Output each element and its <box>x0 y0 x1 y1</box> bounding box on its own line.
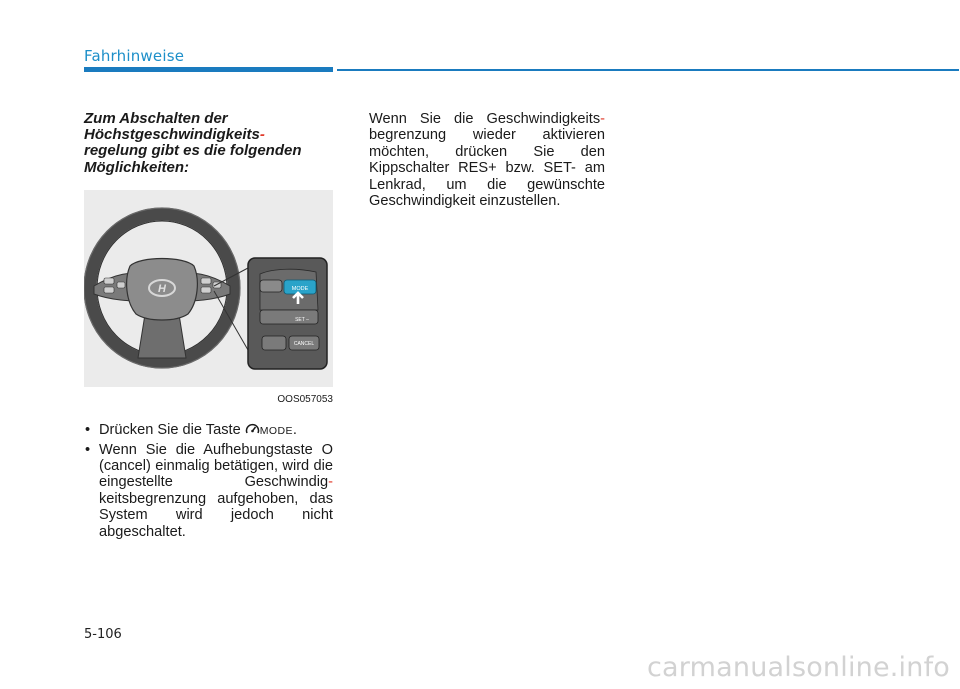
watermark: carmanualsonline.info <box>647 652 950 683</box>
cancel-button-label: CANCEL <box>293 340 315 347</box>
reactivation-paragraph <box>369 111 605 209</box>
instruction-list <box>84 422 333 540</box>
header-rule-thick <box>84 67 333 72</box>
heading-text-2: regelung gibt es die folgenden Möglichkeiten: <box>84 142 302 176</box>
steering-wheel-figure <box>84 190 333 387</box>
bullet-1-text: Drücken Sie die Taste <box>99 422 241 439</box>
svg-text:H: H <box>158 282 166 295</box>
section-title: Fahrhinweise <box>84 47 185 65</box>
section-heading <box>84 111 333 176</box>
mode-label: MODE <box>259 425 293 438</box>
bullet-1-end: . <box>292 422 297 439</box>
list-item <box>84 422 333 440</box>
left-column <box>84 111 333 541</box>
header-rule-thin <box>337 69 959 71</box>
speed-limiter-mode-icon <box>245 423 260 440</box>
bullet-2-text-1: Wenn Sie die Aufhebungstaste O (cancel) einmalig betätigen, wird die eingestellte Geschwindig <box>99 441 333 491</box>
steering-wheel-illustration <box>84 190 333 387</box>
right-column <box>369 111 605 209</box>
figure-caption: OOS057053 <box>277 393 333 405</box>
page-number: 5-106 <box>84 627 122 642</box>
mode-button-label: MODE <box>291 285 309 292</box>
list-item <box>84 442 333 540</box>
heading-text-1: Zum Abschalten der Höchstgeschwindigkeits <box>84 110 260 144</box>
paragraph-text-2: begrenzung wieder aktivieren möchten, drücken Sie den Kippschalter RES+ bzw. SET- am Lenkrad, um die gewünschte Geschwindigkeit einzustellen. <box>369 127 605 210</box>
hyphen-mark: - <box>600 111 605 127</box>
paragraph-text-1: Wenn Sie die Geschwindigkeits <box>369 111 601 127</box>
bullet-2-text-2: keitsbegrenzung aufgehoben, das System wird jedoch nicht abgeschaltet. <box>99 490 333 540</box>
hyphen-mark: - <box>328 474 333 491</box>
set-button-label: SET – <box>295 316 309 323</box>
hyphen-mark: - <box>259 126 265 144</box>
